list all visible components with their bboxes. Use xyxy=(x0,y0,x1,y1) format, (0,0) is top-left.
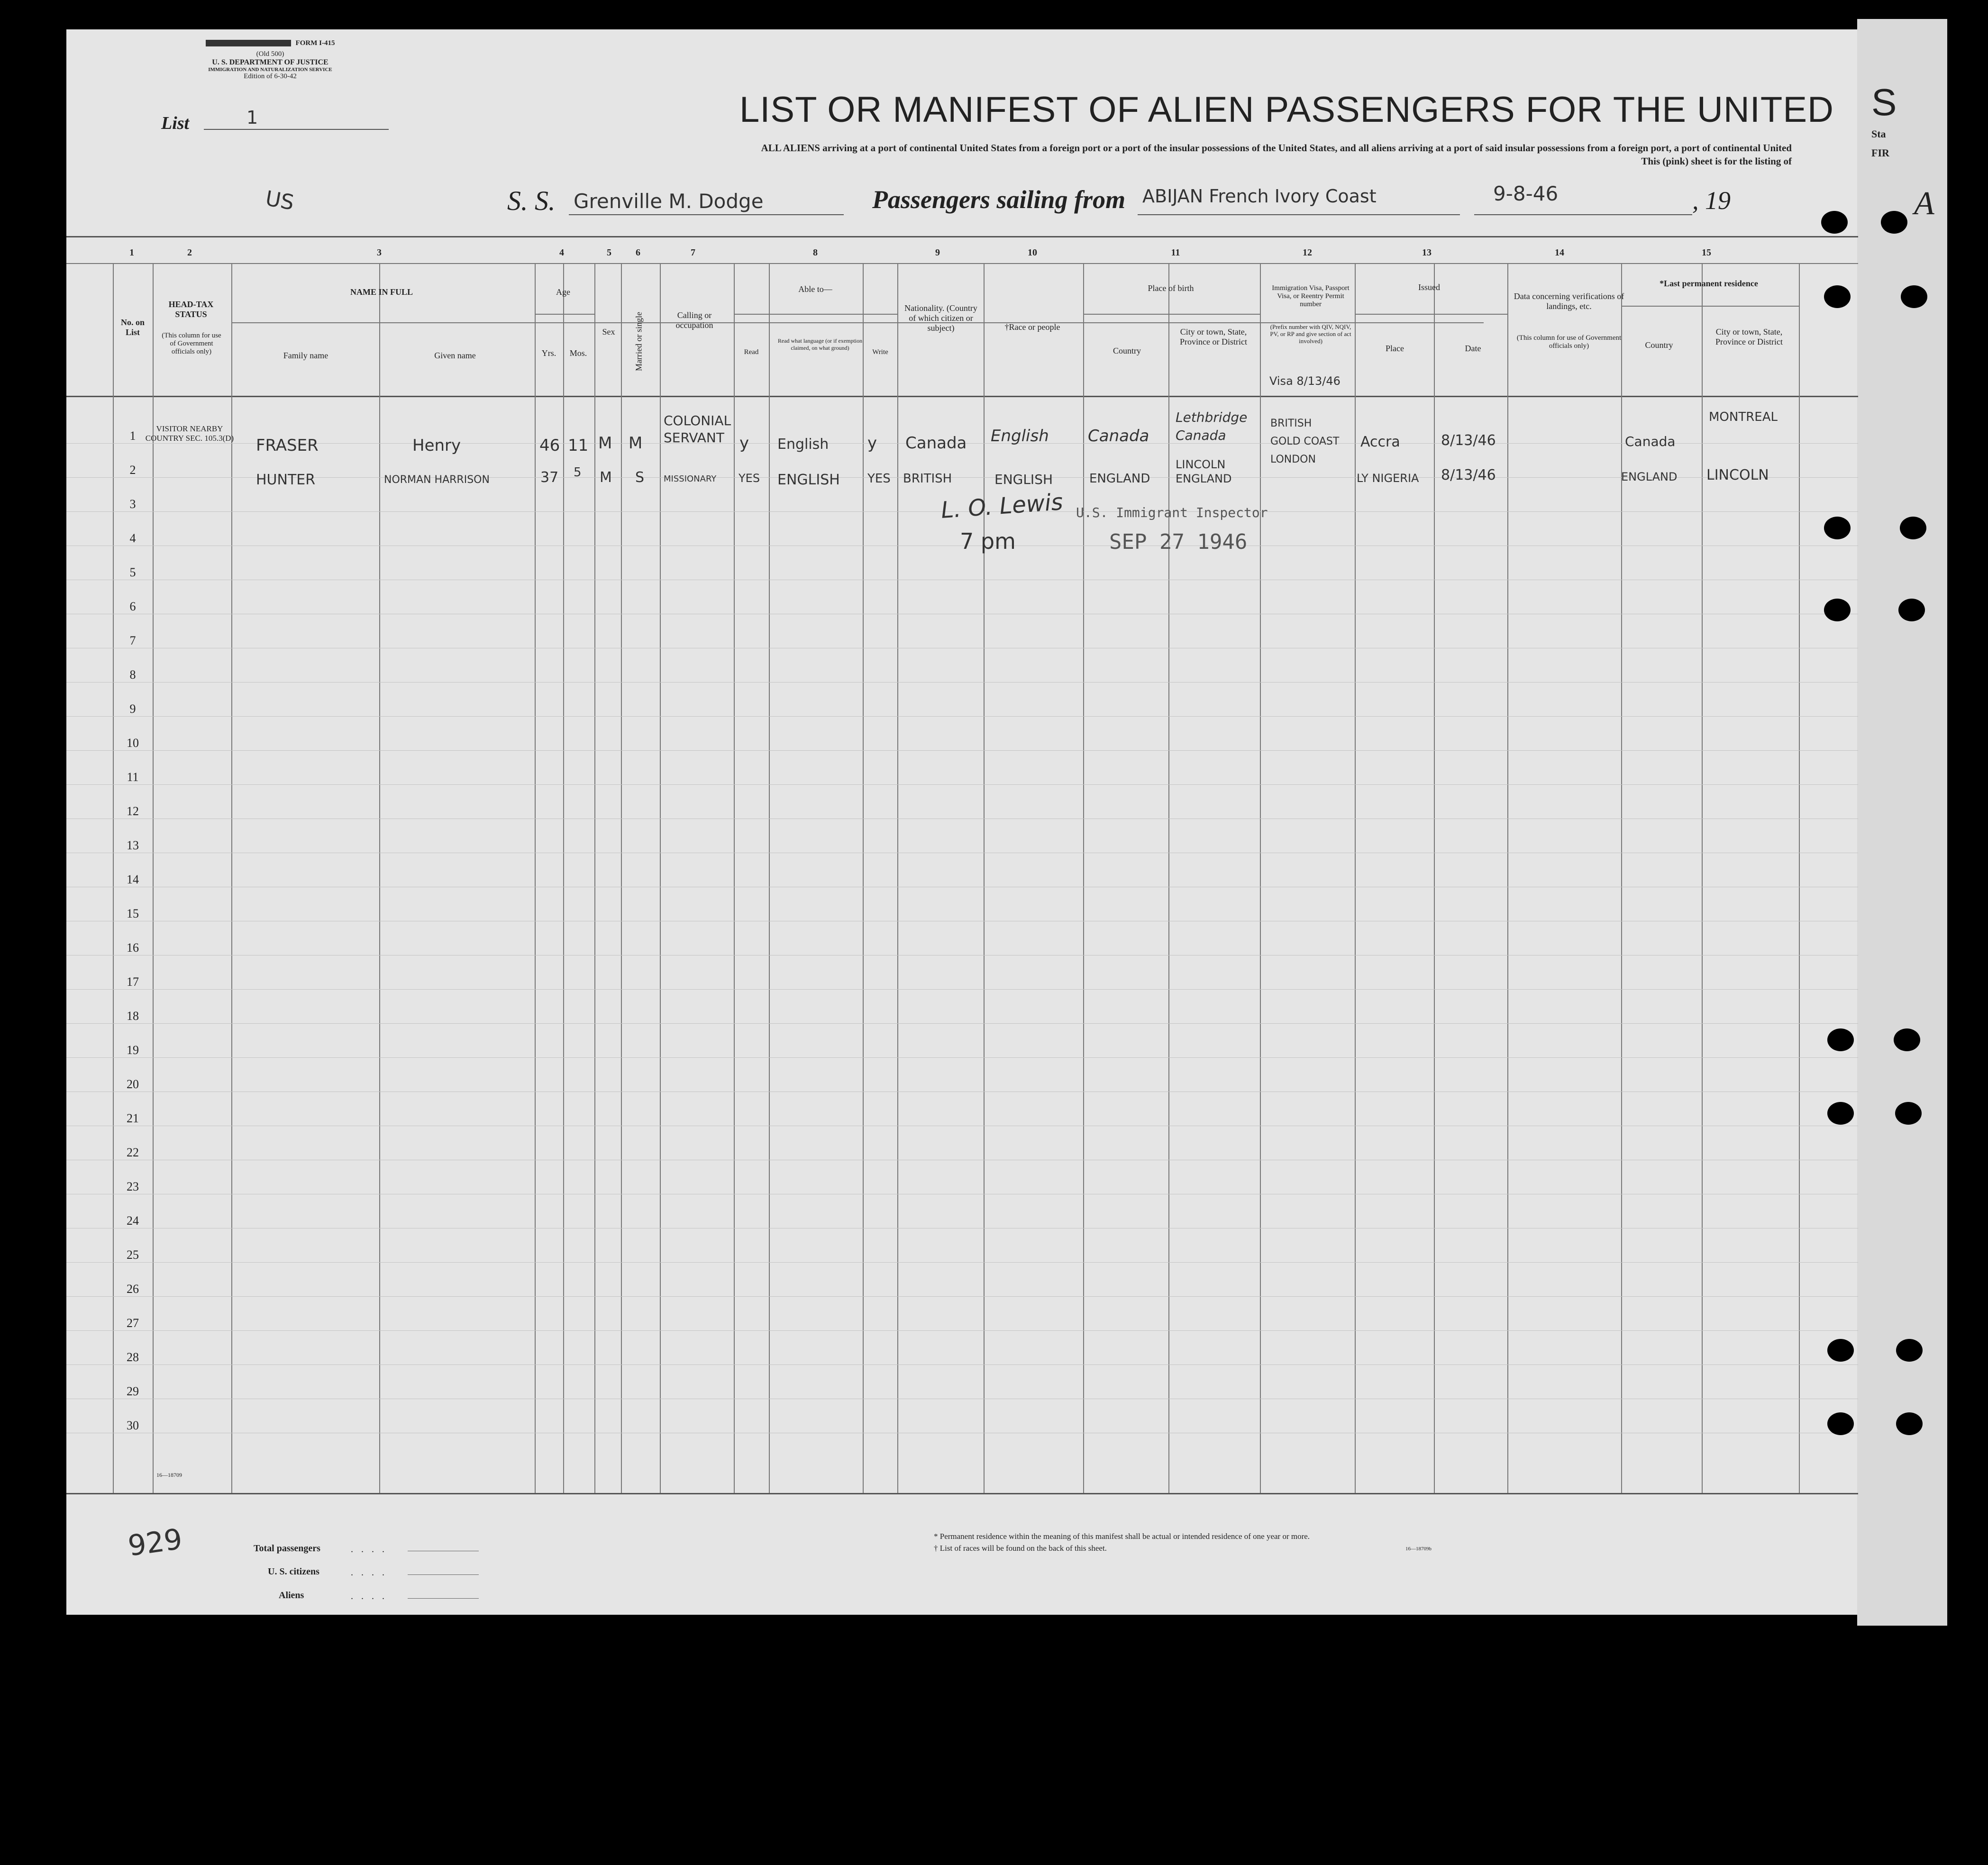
form-number: FORM I-415 xyxy=(295,39,335,47)
header-issued-date: Date xyxy=(1465,344,1481,353)
punch-hole xyxy=(1895,1102,1922,1125)
row-line xyxy=(66,1262,1858,1263)
p2-visa: BRITISH GOLD COAST LONDON xyxy=(1270,418,1340,465)
punch-hole xyxy=(1900,517,1926,539)
punch-hole xyxy=(1827,1028,1854,1051)
row-number: 21 xyxy=(127,1111,139,1125)
header-last-residence: *Last permanent residence xyxy=(1660,279,1758,288)
old-form-number: (Old 500) xyxy=(256,50,284,58)
header-yrs: Yrs. xyxy=(541,348,556,358)
row-line xyxy=(66,1057,1858,1058)
table-top-border xyxy=(66,236,1858,237)
punch-hole xyxy=(1824,517,1851,539)
ship-underline xyxy=(569,214,844,215)
punch-hole xyxy=(1901,285,1927,308)
p2-race: ENGLISH xyxy=(994,472,1053,487)
aliens-line xyxy=(408,1598,479,1599)
punch-hole xyxy=(1827,1412,1854,1435)
column-divider xyxy=(660,263,661,1493)
header-issued: Issued xyxy=(1418,282,1440,292)
port-underline xyxy=(1138,214,1460,215)
col-number-9: 9 xyxy=(935,247,940,258)
header-place-of-birth: Place of birth xyxy=(1148,283,1194,293)
p2-read: YES xyxy=(739,472,760,485)
departure-port: ABIJAN French Ivory Coast xyxy=(1142,186,1377,207)
row-number: 23 xyxy=(127,1180,139,1193)
p1-occupation: COLONIAL SERVANT xyxy=(664,413,731,446)
row-number: 17 xyxy=(127,975,139,989)
p1-given-name: Henry xyxy=(412,436,461,455)
header-subdivider xyxy=(1083,314,1260,315)
punch-hole xyxy=(1898,599,1925,621)
col-number-12: 12 xyxy=(1303,247,1312,258)
header-res-city: City or town, State, Province or District xyxy=(1715,327,1783,346)
p2-res-country: ENGLAND xyxy=(1621,470,1678,483)
row-number: 19 xyxy=(127,1043,139,1057)
header-race: †Race or people xyxy=(1004,322,1060,332)
edition: Edition of 6-30-42 xyxy=(244,73,297,80)
column-divider xyxy=(1168,263,1169,1493)
row-number: 12 xyxy=(127,804,139,818)
year-label: , 19 xyxy=(1692,186,1731,215)
header-family-name: Family name xyxy=(283,351,328,360)
p2-age-mos: 5 xyxy=(574,465,582,480)
header-visa: Immigration Visa, Passport Visa, or Reentry Permit number xyxy=(1272,284,1350,308)
row-number: 20 xyxy=(127,1077,139,1091)
header-head-tax: HEAD-TAX STATUS xyxy=(168,300,214,319)
column-divider xyxy=(1799,263,1800,1493)
list-underline xyxy=(204,129,389,130)
form-code: 16—18709 xyxy=(156,1472,182,1478)
column-divider xyxy=(1083,263,1084,1493)
manifest-subtitle-2: This (pink) sheet is for the listing of xyxy=(1641,155,1792,167)
row-number: 16 xyxy=(127,941,139,955)
p2-nationality: BRITISH xyxy=(903,472,952,486)
total-passengers-label: Total passengers xyxy=(254,1543,320,1554)
form-header xyxy=(156,39,384,81)
header-data-note: (This column for use of Government officials only) xyxy=(1516,334,1622,350)
col-number-10: 10 xyxy=(1028,247,1037,258)
row-number: 10 xyxy=(127,736,139,750)
table-bottom-border xyxy=(66,1493,1858,1494)
p2-sex: M xyxy=(600,469,612,486)
header-able-to: Able to— xyxy=(798,284,832,294)
p1-family-name: FRASER xyxy=(256,436,319,455)
column-divider xyxy=(984,263,985,1493)
punch-hole xyxy=(1881,211,1907,234)
header-nationality: Nationality. (Country of which citizen or subject) xyxy=(904,303,977,333)
manifest-title: LIST OR MANIFEST OF ALIEN PASSENGERS FOR THE UNITED xyxy=(739,90,1834,130)
ss-label: S. S. xyxy=(507,185,556,216)
p1-read: y xyxy=(739,434,749,453)
aliens-dots: . . . . xyxy=(351,1591,387,1601)
next-page-letter-a: A xyxy=(1914,185,1934,222)
column-divider xyxy=(1507,263,1508,1493)
row-line xyxy=(66,989,1858,990)
sailing-date: 9-8-46 xyxy=(1493,182,1559,205)
col-number-4: 4 xyxy=(559,247,564,258)
header-issued-place: Place xyxy=(1386,344,1404,353)
service: IMMIGRATION AND NATURALIZATION SERVICE xyxy=(208,67,332,73)
us-citizens-dots: . . . . xyxy=(351,1567,387,1578)
punch-hole xyxy=(1894,1028,1920,1051)
col-number-11: 11 xyxy=(1171,247,1180,258)
sailing-label: Passengers sailing from xyxy=(872,185,1126,214)
row-number: 3 xyxy=(129,497,136,511)
col-number-5: 5 xyxy=(607,247,611,258)
column-divider xyxy=(1355,263,1356,1493)
row-line xyxy=(66,750,1858,751)
punch-hole xyxy=(1827,1339,1854,1362)
us-citizens-label: U. S. citizens xyxy=(268,1566,319,1577)
column-divider xyxy=(1621,263,1622,1493)
punch-hole xyxy=(1824,599,1851,621)
header-subdivider xyxy=(734,314,897,315)
list-value: 1 xyxy=(246,107,258,128)
p2-marital: S xyxy=(635,469,645,486)
row-line xyxy=(66,784,1858,785)
column-divider xyxy=(1702,263,1703,1493)
inspector-stamp: U.S. Immigrant Inspector xyxy=(1076,505,1268,520)
column-divider xyxy=(1260,263,1261,1493)
header-sex: Sex xyxy=(602,327,615,337)
next-page-fragment-2: FIR xyxy=(1871,147,1889,159)
column-divider xyxy=(734,263,735,1493)
p2-birth-country: ENGLAND xyxy=(1089,472,1150,486)
col-number-8: 8 xyxy=(813,247,818,258)
stamp-date: SEP 27 1946 xyxy=(1109,530,1248,554)
aliens-label: Aliens xyxy=(279,1590,304,1601)
handwritten-number: 929 xyxy=(126,1522,184,1563)
header-head-tax-note: (This column for use of Government officials only) xyxy=(162,332,221,355)
col-number-6: 6 xyxy=(636,247,640,258)
next-page-edge xyxy=(1857,19,1947,1626)
header-res-country: Country xyxy=(1645,340,1673,350)
p2-language: ENGLISH xyxy=(777,472,840,488)
p2-given-name: NORMAN HARRISON xyxy=(384,474,490,486)
header-married: Married or single xyxy=(634,312,644,371)
row-number: 2 xyxy=(129,463,136,477)
header-visa-note: (Prefix number with QIV, NQIV, PV, or RP and give section of act involved) xyxy=(1270,323,1351,345)
header-subdivider xyxy=(1621,306,1799,307)
row-number: 5 xyxy=(129,565,136,579)
col-number-14: 14 xyxy=(1555,247,1564,258)
us-line xyxy=(408,1574,479,1575)
row-line xyxy=(66,716,1858,717)
p2-write: YES xyxy=(867,472,891,486)
row-number: 24 xyxy=(127,1214,139,1228)
list-label: List xyxy=(161,113,190,133)
footnote-races: † List of races will be found on the back of this sheet. xyxy=(934,1544,1107,1553)
row-number: 7 xyxy=(129,634,136,647)
column-divider xyxy=(113,263,114,1493)
header-calling: Calling or occupation xyxy=(675,310,713,330)
column-divider xyxy=(153,263,154,1493)
header-bottom-border xyxy=(66,396,1858,397)
row-number: 13 xyxy=(127,838,139,852)
column-divider xyxy=(563,263,564,1493)
p2-issued-date: 8/13/46 xyxy=(1441,467,1496,483)
p1-sex: M xyxy=(598,434,612,453)
row-number: 11 xyxy=(127,770,139,784)
p1-visa: Visa 8/13/46 xyxy=(1269,374,1341,388)
header-name-in-full: NAME IN FULL xyxy=(350,287,413,297)
department: U. S. DEPARTMENT OF JUSTICE xyxy=(212,58,328,66)
col-number-7: 7 xyxy=(691,247,695,258)
col-number-13: 13 xyxy=(1422,247,1432,258)
header-no-on-list: No. on List xyxy=(120,318,145,337)
p1-issued-date: 8/13/46 xyxy=(1441,432,1496,449)
row-number: 22 xyxy=(127,1146,139,1159)
row-number: 25 xyxy=(127,1248,139,1262)
header-given-name: Given name xyxy=(434,351,476,360)
row-number: 1 xyxy=(129,429,136,443)
p2-age-yrs: 37 xyxy=(540,469,559,486)
top-note: US xyxy=(264,186,296,215)
manifest-sheet xyxy=(66,29,1868,1615)
column-divider xyxy=(594,263,595,1493)
row-number: 14 xyxy=(127,873,139,886)
p1-race: English xyxy=(991,427,1049,446)
row-number: 29 xyxy=(127,1384,139,1398)
punch-hole xyxy=(1896,1412,1923,1435)
row-number: 8 xyxy=(129,668,136,682)
punch-hole xyxy=(1896,1339,1923,1362)
row-number: 28 xyxy=(127,1350,139,1364)
p1-age-yrs: 46 xyxy=(539,436,560,455)
header-subdivider xyxy=(1355,314,1507,315)
row-number: 18 xyxy=(127,1009,139,1023)
column-divider xyxy=(863,263,864,1493)
header-write: Write xyxy=(872,348,888,356)
date-underline xyxy=(1474,214,1692,215)
next-page-letter-s: S xyxy=(1871,81,1897,123)
row-line xyxy=(66,1023,1858,1024)
row-number: 26 xyxy=(127,1282,139,1296)
column-divider xyxy=(769,263,770,1493)
manifest-subtitle: ALL ALIENS arriving at a port of continental United States from a foreign port or a port of the insular possessions of the United States, and all aliens arriving at a port of said insular possessions from a foreign port, a port of continental United xyxy=(761,142,1792,154)
column-divider xyxy=(621,263,622,1493)
p1-marital: M xyxy=(629,434,643,453)
punch-hole xyxy=(1824,285,1851,308)
header-birth-country: Country xyxy=(1113,346,1141,355)
ship-name: Grenville M. Dodge xyxy=(574,190,764,213)
p1-nationality: Canada xyxy=(905,434,967,453)
p1-language: English xyxy=(777,436,829,453)
column-divider xyxy=(379,263,380,1493)
stamp-time: 7 pm xyxy=(960,528,1016,554)
p1-head-tax: VISITOR NEARBY COUNTRY SEC. 105.3(D) xyxy=(145,424,234,443)
col-number-1: 1 xyxy=(129,247,134,258)
p2-family-name: HUNTER xyxy=(256,472,316,488)
p1-birth-city: Lethbridge Canada xyxy=(1176,409,1248,443)
p1-birth-country: Canada xyxy=(1088,427,1149,446)
p1-age-mos: 11 xyxy=(568,436,589,455)
p1-issued-place: Accra xyxy=(1360,434,1400,450)
p1-res-city: MONTREAL xyxy=(1709,410,1778,424)
p2-issued-place: LY NIGERIA xyxy=(1357,472,1419,485)
col-number-2: 2 xyxy=(187,247,192,258)
column-divider xyxy=(897,263,898,1493)
inspector-signature: L. O. Lewis xyxy=(940,489,1064,524)
column-divider xyxy=(1434,263,1435,1493)
row-number: 15 xyxy=(127,907,139,920)
punch-hole xyxy=(1827,1102,1854,1125)
row-number: 4 xyxy=(129,531,136,545)
row-number: 9 xyxy=(129,702,136,716)
column-divider xyxy=(231,263,232,1493)
header-mos: Mos. xyxy=(569,348,587,358)
total-passengers-dots: . . . . xyxy=(351,1544,387,1555)
p1-res-country: Canada xyxy=(1625,434,1676,449)
col-number-3: 3 xyxy=(377,247,382,258)
header-birth-city: City or town, State, Province or District xyxy=(1180,327,1247,346)
column-divider xyxy=(535,263,536,1493)
p2-birth-city: LINCOLN ENGLAND xyxy=(1176,458,1232,485)
header-age: Age xyxy=(556,287,570,297)
row-line xyxy=(66,1296,1858,1297)
header-subdivider xyxy=(535,314,594,315)
row-number: 6 xyxy=(129,600,136,613)
footnote-code: 16—18709b xyxy=(1405,1546,1432,1552)
header-read-language: Read what language (or if exemption claimed, on what ground) xyxy=(777,337,863,351)
column-number-line xyxy=(66,263,1858,264)
row-number: 27 xyxy=(127,1316,139,1330)
punch-hole xyxy=(1821,211,1848,234)
header-data-concerning: Data concerning verifications of landings, etc. xyxy=(1514,291,1624,311)
footnote-residence: * Permanent residence within the meaning of this manifest shall be actual or intended residence of one year or more. xyxy=(934,1532,1310,1541)
p2-res-city: LINCOLN xyxy=(1706,467,1769,483)
next-page-fragment-1: Sta xyxy=(1871,128,1886,140)
header-read: Read xyxy=(744,348,759,356)
col-number-15: 15 xyxy=(1702,247,1711,258)
p1-write: y xyxy=(867,434,877,453)
p2-occupation: MISSIONARY xyxy=(664,474,717,484)
row-line xyxy=(66,1330,1858,1331)
row-number: 30 xyxy=(127,1419,139,1432)
row-line xyxy=(66,477,1858,478)
